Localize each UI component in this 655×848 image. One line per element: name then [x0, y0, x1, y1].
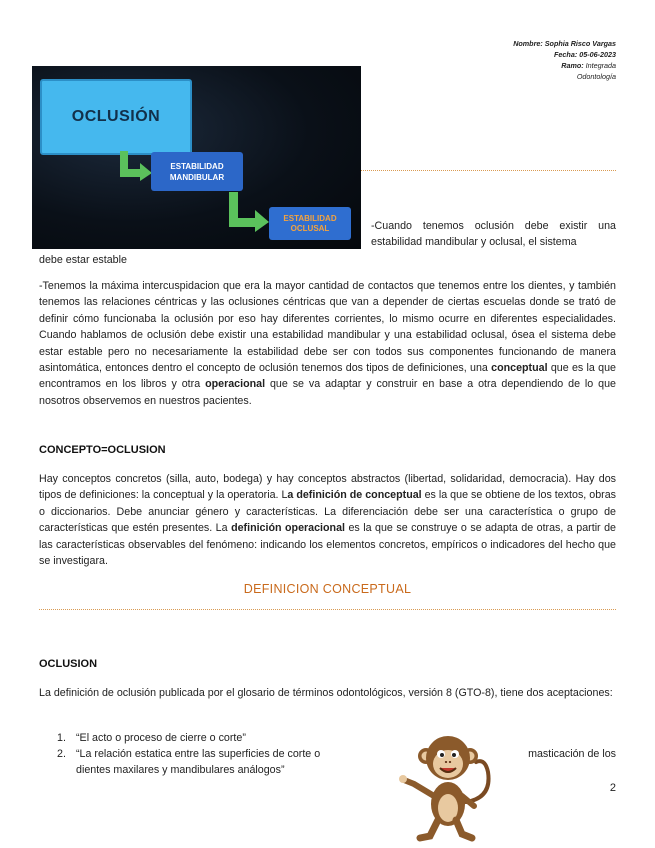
subject-value-2: Odontología: [576, 72, 616, 81]
list-item: [57, 730, 616, 746]
list-number: 2.: [57, 748, 66, 760]
list-number: 1.: [57, 732, 66, 744]
divider-top: [361, 170, 616, 171]
p2-bold-operacional: definición operacional: [231, 522, 345, 535]
slide-box-oclusion: OCLUSIÓN: [40, 79, 192, 155]
paragraph-3: La definición de oclusión publicada por el glosario de términos odontológicos, versión 8 (GTO-8), tiene dos aceptaciones:: [39, 687, 613, 699]
paragraph-1: [39, 278, 616, 409]
concept-heading: CONCEPTO=OCLUSION: [39, 444, 166, 456]
p2-text-b: es la que se obtiene de los textos, obras o diccionarios. Debe anunciar género y características. La diferenciación debe ser una característica o grupo de características que estén presentes. La: [39, 489, 616, 535]
name-label: Nombre:: [513, 39, 543, 48]
oclusion-heading: OCLUSION: [39, 658, 98, 670]
slide-arrow-2: [227, 192, 271, 232]
list-text-right: masticación de los: [528, 748, 616, 760]
section-title: DEFINICION CONCEPTUAL: [243, 582, 412, 596]
date-label: Fecha:: [554, 50, 578, 59]
slide-box-estabilidad-oclusal: [269, 207, 351, 240]
subject-label: Ramo:: [561, 61, 584, 70]
name-value: Sophia Risco Vargas: [544, 39, 616, 48]
subject-value: Integrada: [585, 61, 616, 70]
date-value: 05-06-2023: [579, 50, 616, 59]
intro-continue: debe estar estable: [39, 254, 127, 266]
p1-text-a: -Tenemos la máxima intercuspidacion que era la mayor cantidad de contactos que tenemos entre los dientes, y también tenemos las relaciones céntricas y las oclusiones céntricas que van a depender de ciertas escuelas donde se trató de definir cómo funcionaba la oclusión por eso hay diferentes corrientes, lo mismo ocurre en diferentes especialidades. Cuando hablamos de oclusión debe existir una estabilidad mandibular y una estabilidad oclusal, ósea el sistema debe estar estable pero no necesariamente la estabilidad debe ser con todos sus componentes funcionando de manera asintomática, entonces dentro el concepto de oclusión tenemos dos tipos de definiciones, una: [39, 280, 616, 375]
slide-photo: [32, 66, 361, 249]
p1-text-b: que es la que encontramos en los libros y otra: [39, 362, 616, 391]
box2-line1: ESTABILIDAD: [170, 161, 224, 171]
page-number: 2: [609, 782, 616, 794]
box3-line2: OCLUSAL: [290, 223, 330, 233]
paragraph-2: [39, 471, 616, 569]
p2-text-a: Hay conceptos concretos (silla, auto, bodega) y hay conceptos abstractos (libertad, solidaridad, democracia). Hay dos tipos de definiciones: la conceptual y la operatoria. L: [39, 473, 616, 502]
p2-text-c: es la que se construye o se adapta de otras, a partir de las características observables del fenómeno: indicando los elementos concretos, empíricos o indicadores del hecho que se investigara.: [39, 522, 616, 568]
list-text: “El acto o proceso de cierre o corte”: [76, 732, 246, 744]
p2-bold-conceptual: a definición de conceptual: [287, 489, 422, 502]
slide-arrow-1: [118, 151, 154, 181]
list-text-left: “La relación estatica entre las superficies de corte o: [76, 748, 321, 760]
slide-box-estabilidad-mandibular: [151, 152, 243, 191]
monkey-illustration: [396, 732, 498, 844]
p1-bold-conceptual: conceptual: [491, 362, 548, 375]
p1-text-c: que se va adaptar y construir en base a otra dependiendo de lo que nosotros observemos en nuestros pacientes.: [39, 378, 616, 407]
box3-line1: ESTABILIDAD: [283, 213, 337, 223]
list-text-line2: dientes maxilares y mandibulares análogos”: [76, 764, 285, 776]
divider-section: [39, 609, 616, 610]
intro-text: -Cuando tenemos oclusión debe existir una estabilidad mandibular y oclusal, el sistema: [371, 220, 616, 249]
list-item: [57, 746, 616, 778]
box2-line2: MANDIBULAR: [169, 172, 225, 182]
p1-bold-operacional: operacional: [205, 378, 266, 391]
definition-list: [57, 730, 616, 778]
document-header: [513, 38, 616, 82]
